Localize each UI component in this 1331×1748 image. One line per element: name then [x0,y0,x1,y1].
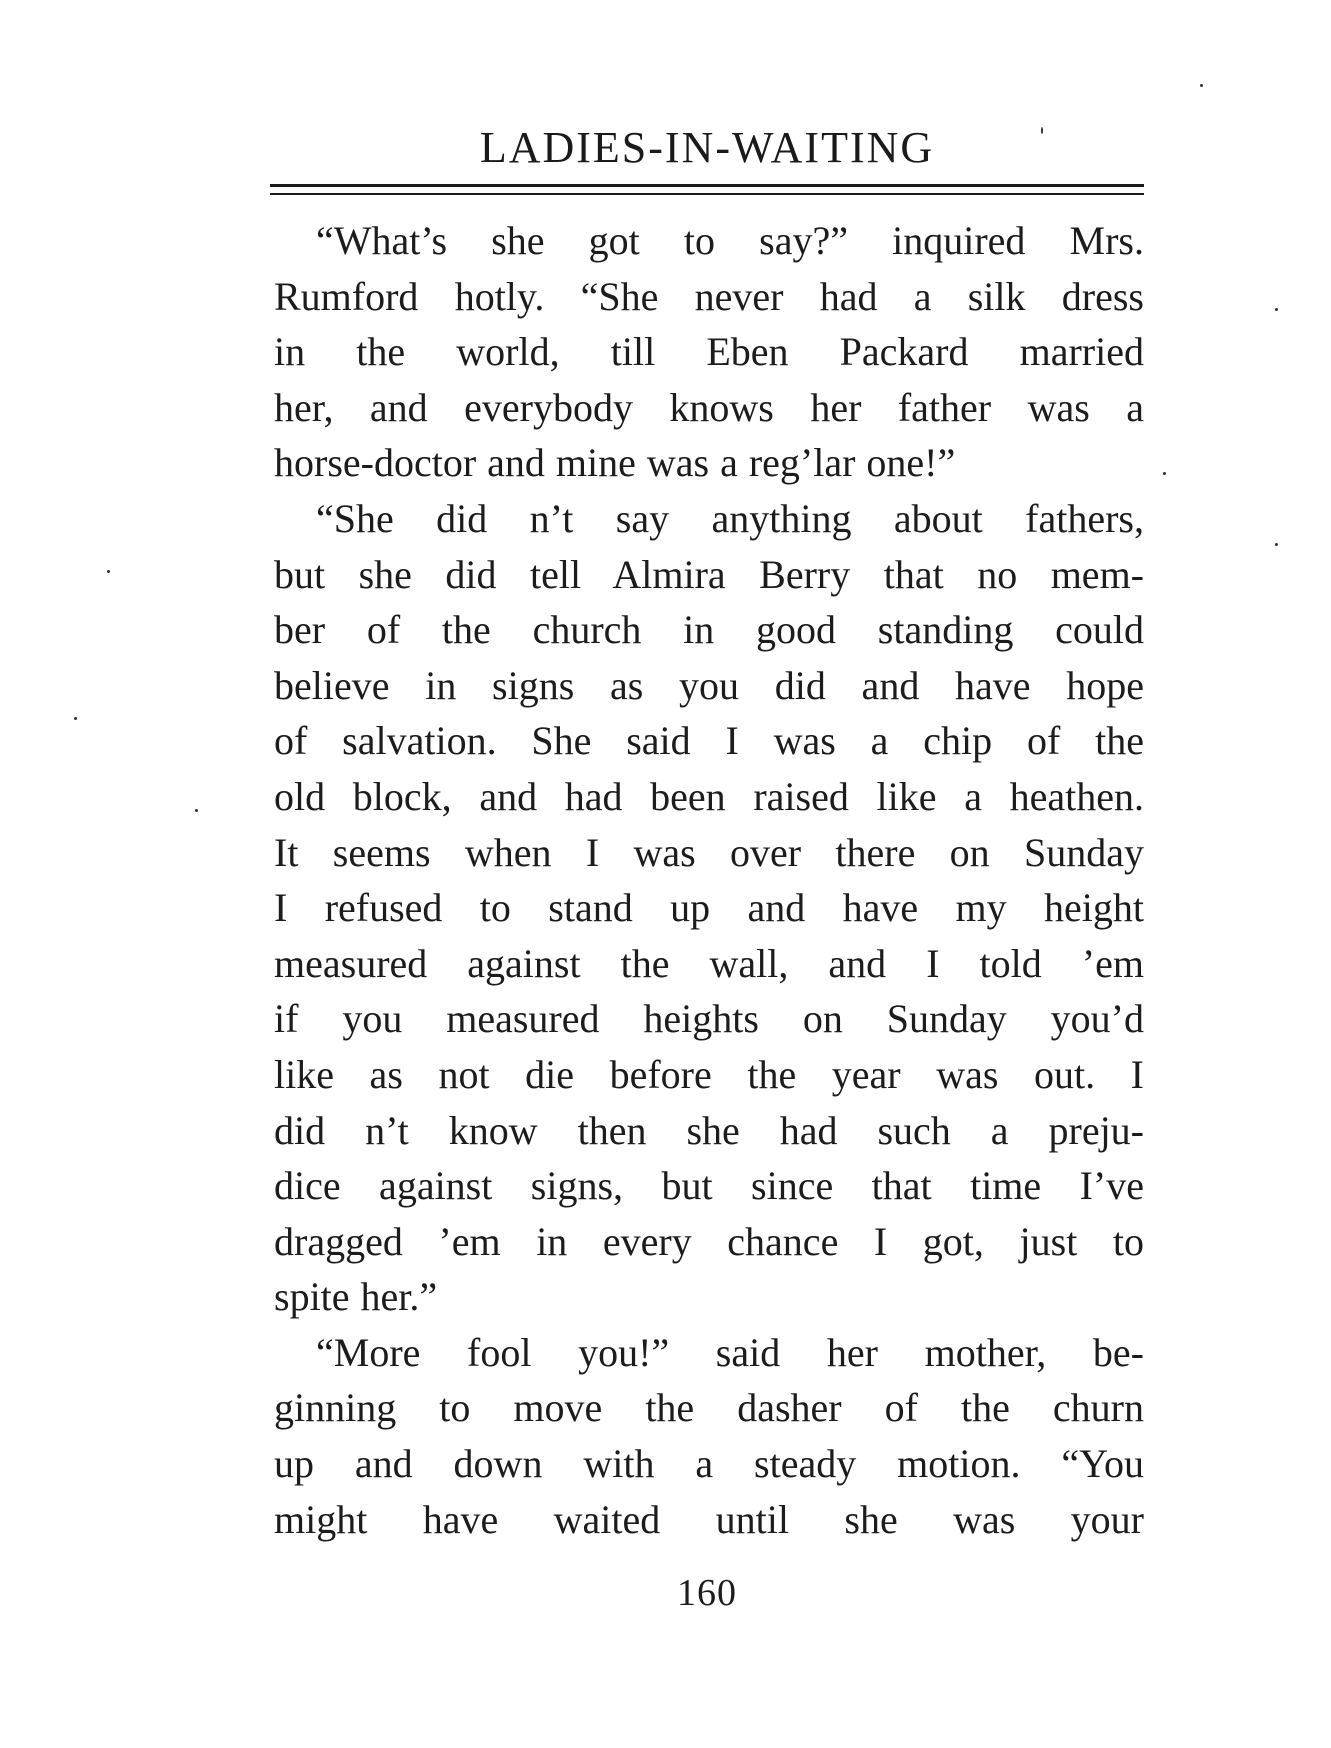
page-number: 160 [677,1572,737,1614]
header-rule-thick [270,184,1144,187]
text-line: “What’s she got to say?” inquired Mrs. [316,218,1144,263]
text-line: spite her.” [274,1274,438,1320]
text-line: her, and everybody knows her father was a [274,384,1144,430]
text-line: did n’t know then she had such a preju- [274,1107,1144,1153]
scan-speck [1200,84,1203,87]
text-line: might have waited until she was your [274,1496,1144,1542]
text-line: old block, and had been raised like a heathen. [274,773,1144,819]
text-line: ginning to move the dasher of the churn [274,1385,1144,1431]
text-line: up and down with a steady motion. “You [274,1441,1144,1487]
text-line: but she did tell Almira Berry that no mem- [274,551,1144,597]
text-line: dragged ’em in every chance I got, just to [274,1218,1144,1264]
scan-speck [1163,472,1166,475]
text-line: “She did n’t say anything about fathers, [316,495,1144,541]
text-line: if you measured heights on Sunday you’d [274,996,1144,1042]
scan-speck [107,570,110,573]
body-text [274,213,1144,1547]
text-line: “More fool you!” said her mother, be- [316,1329,1144,1375]
paragraph-3 [274,1325,1144,1547]
scan-speck [1275,308,1278,311]
text-line: in the world, till Eben Packard married [274,329,1144,375]
text-line: like as not die before the year was out. I [274,1051,1144,1097]
text-line: dice against signs, but since that time I’ve [274,1163,1144,1209]
text-line: It seems when I was over there on Sunday [274,829,1144,875]
text-line: believe in signs as you did and have hope [274,662,1144,708]
text-line: of salvation. She said I was a chip of the [274,718,1144,764]
header-rule-thin [270,193,1144,195]
paragraph-2 [274,491,1144,1325]
text-line: measured against the wall, and I told ’em [274,940,1144,986]
paragraph-1 [274,213,1144,491]
scan-speck [1041,127,1043,134]
text-line: I refused to stand up and have my height [274,885,1144,931]
text-line: Rumford hotly. “She never had a silk dress [274,273,1144,319]
text-line: horse-doctor and mine was a reg’lar one!” [274,440,956,486]
scan-speck [74,717,77,720]
running-title: LADIES-IN-WAITING [479,123,935,172]
scan-speck [1275,543,1278,546]
text-line: ber of the church in good standing could [274,607,1144,653]
scan-speck [195,809,198,812]
